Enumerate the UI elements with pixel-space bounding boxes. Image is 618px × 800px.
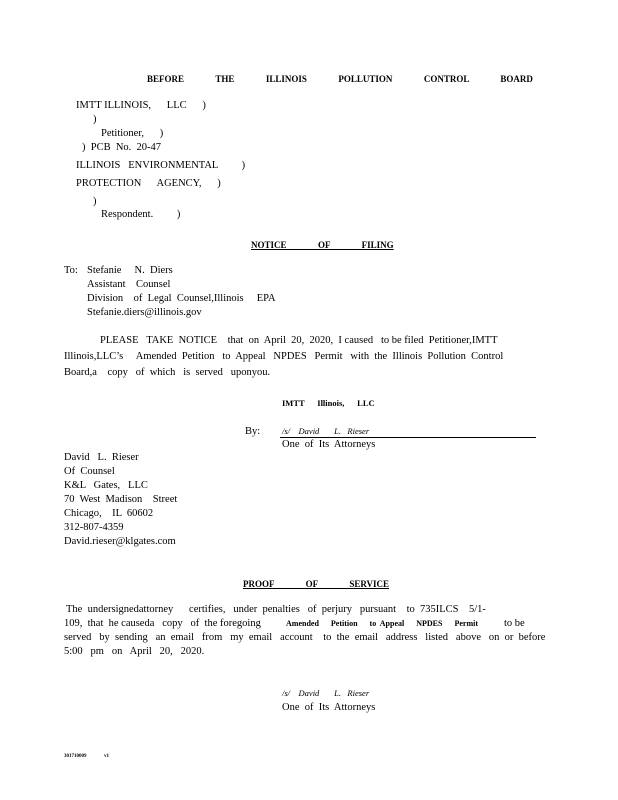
counsel-city: Chicago, IL 60602 xyxy=(64,508,154,519)
caption-respondent-name-1: ILLINOIS ENVIRONMENTAL ) xyxy=(76,160,246,171)
caption-petitioner-label: Petitioner, ) xyxy=(101,128,164,139)
proof-body-line: served by sending an email from my email account to the email address listed above on or before xyxy=(64,632,546,643)
addressee-title: Assistant Counsel xyxy=(87,279,171,290)
signature-line xyxy=(280,437,536,438)
notice-title: NOTICE OF FILING xyxy=(251,240,394,250)
by-label: By: xyxy=(245,426,261,437)
counsel-street: 70 West Madison Street xyxy=(64,494,178,505)
proof-title: PROOF OF SERVICE xyxy=(243,579,390,589)
caption-bracket: ) xyxy=(93,114,97,125)
counsel-phone: 312-807-4359 xyxy=(64,522,124,533)
counsel-name: David L. Rieser xyxy=(64,452,139,463)
document-id: 301710009 xyxy=(64,754,87,759)
caption-case-number: ) PCB No. 20-47 xyxy=(82,142,162,153)
addressee-email: Stefanie.diers@illinois.gov xyxy=(87,307,202,318)
document-version: v1 xyxy=(104,754,109,759)
electronic-signature: /s/ David L. Rieser xyxy=(282,426,370,436)
proof-signatory-role: One of Its Attorneys xyxy=(282,702,376,713)
notice-body-line: Illinois,LLC’s Amended Petition to Appeal NPDES Permit with the Illinois Pollution Control xyxy=(64,351,504,362)
proof-body-document-name: Amended Petition to Appeal NPDES Permit xyxy=(286,619,478,628)
addressee-name: Stefanie N. Diers xyxy=(87,265,173,276)
proof-body-line: 109, that he causeda copy of the foregoing xyxy=(64,618,261,629)
proof-body-line: The undersignedattorney certifies, under penalties of perjury pursuant to 735ILCS 5/1- xyxy=(66,604,486,615)
caption-respondent-name-2: PROTECTION AGENCY, ) xyxy=(76,178,221,189)
caption-petitioner-name: IMTT ILLINOIS, LLC ) xyxy=(76,100,206,111)
signatory-role: One of Its Attorneys xyxy=(282,439,376,450)
caption-bracket: ) xyxy=(93,196,97,207)
caption-respondent-label: Respondent. ) xyxy=(101,209,181,220)
counsel-email: David.rieser@klgates.com xyxy=(64,536,176,547)
to-label: To: xyxy=(64,265,78,276)
proof-body-line: 5:00 pm on April 20, 2020. xyxy=(64,646,205,657)
addressee-division: Division of Legal Counsel,Illinois EPA xyxy=(87,293,276,304)
signatory-firm: IMTT Illinois, LLC xyxy=(282,398,375,408)
notice-body-line: Board,a copy of which is served uponyou. xyxy=(64,367,271,378)
proof-body-line-end: to be xyxy=(504,618,525,629)
notice-body-line: PLEASE TAKE NOTICE that on April 20, 2020, I caused to be filed Petitioner,IMTT xyxy=(100,335,498,346)
counsel-firm: K&L Gates, LLC xyxy=(64,480,148,491)
proof-electronic-signature: /s/ David L. Rieser xyxy=(282,688,370,698)
counsel-designation: Of Counsel xyxy=(64,466,115,477)
court-header: BEFORE THE ILLINOIS POLLUTION CONTROL BOARD xyxy=(147,74,533,84)
